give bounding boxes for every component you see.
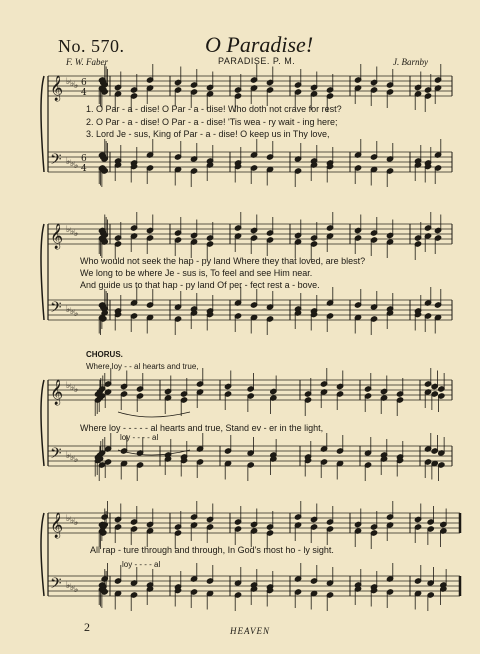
clef-symbol: ♭ — [74, 518, 79, 528]
clef-symbol: 6 — [81, 78, 87, 88]
clef-symbol: ♭ — [66, 451, 71, 461]
clef-symbol: ♭ — [70, 159, 75, 169]
clef-symbol: 4 — [81, 88, 87, 98]
clef-symbol: ♭ — [66, 77, 71, 87]
clef-symbol: ♭ — [74, 585, 79, 595]
verse-3-line-1: 3. Lord Je - sus, King of Par - a - dise! O keep us in Thy love, — [86, 129, 330, 139]
clef-symbol: ♭ — [66, 225, 71, 235]
clef-symbol: ♭ — [74, 385, 79, 395]
brace — [41, 224, 44, 320]
clef-symbol: ♭ — [70, 516, 75, 526]
clef-symbol: ♭ — [70, 453, 75, 463]
clef-symbol: ♭ — [74, 81, 79, 91]
brace — [41, 380, 44, 466]
slur — [118, 412, 190, 417]
clef-symbol: 𝄢 — [50, 445, 62, 466]
chorus-label: CHORUS. — [86, 350, 123, 359]
brace — [41, 513, 44, 596]
verse-1-line-2: Who would not seek the hap - py land Where they that loved, are blest? — [80, 256, 366, 266]
clef-symbol: ♭ — [66, 581, 71, 591]
page-number: 2 — [84, 620, 90, 634]
clef-symbol: ♭ — [70, 79, 75, 89]
clef-symbol: ♭ — [66, 305, 71, 315]
verse-3-line-2: And guide us to that hap - py land Of per - fect rest a - bove. — [80, 280, 320, 290]
clef-symbol: ♭ — [70, 227, 75, 237]
chorus-alto-lyric: Where loy - - al hearts and true, — [86, 362, 199, 371]
clef-symbol: 𝄢 — [50, 151, 62, 172]
clef-symbol: ♭ — [70, 583, 75, 593]
composer: J. Barnby — [393, 57, 428, 67]
clef-symbol: 𝄞 — [50, 513, 64, 538]
brace — [41, 76, 44, 172]
clef-symbol: 4 — [81, 164, 87, 174]
clef-symbol: 𝄢 — [50, 575, 62, 596]
clef-symbol: ♭ — [74, 161, 79, 171]
hymn-number: No. 570. — [58, 36, 125, 56]
clef-symbol: 𝄞 — [50, 224, 64, 249]
clef-symbol: 𝄢 — [50, 299, 62, 320]
chorus-bass-lyric: loy - - - - al — [120, 433, 159, 442]
clef-symbol: ♭ — [66, 381, 71, 391]
clef-symbol: ♭ — [70, 383, 75, 393]
tune-name: PARADISE. P. M. — [218, 56, 296, 66]
clef-symbol: ♭ — [74, 309, 79, 319]
clef-symbol: ♭ — [74, 229, 79, 239]
chorus-bass-lyric-2: loy - - - - al — [122, 560, 161, 569]
verse-1-line-1: 1. O Par - a - dise! O Par - a - dise! Who doth not crave for rest? — [86, 104, 342, 114]
clef-symbol: 𝄞 — [50, 380, 64, 405]
clef-symbol: ♭ — [66, 157, 71, 167]
clef-symbol: 𝄞 — [50, 76, 64, 101]
clef-symbol: ♭ — [70, 307, 75, 317]
section-title: HEAVEN — [230, 626, 271, 636]
clef-symbol: ♭ — [74, 455, 79, 465]
chorus-line-2: All rap - ture through and through, In God's most ho - ly sight. — [90, 545, 334, 555]
clef-symbol: ♭ — [66, 514, 71, 524]
lyricist: F. W. Faber — [66, 57, 109, 67]
chorus-line-1: Where loy - - - - - al hearts and true, Stand ev - er in the light, — [80, 423, 324, 433]
verse-2-line-2: We long to be where Je - sus is, To feel and see Him near. — [80, 268, 313, 278]
clef-symbol: 6 — [81, 154, 87, 164]
verse-2-line-1: 2. O Par - a - dise! O Par - a - dise! 'Tis wea - ry wait - ing here; — [86, 117, 338, 127]
hymn-title: O Paradise! — [205, 32, 314, 57]
